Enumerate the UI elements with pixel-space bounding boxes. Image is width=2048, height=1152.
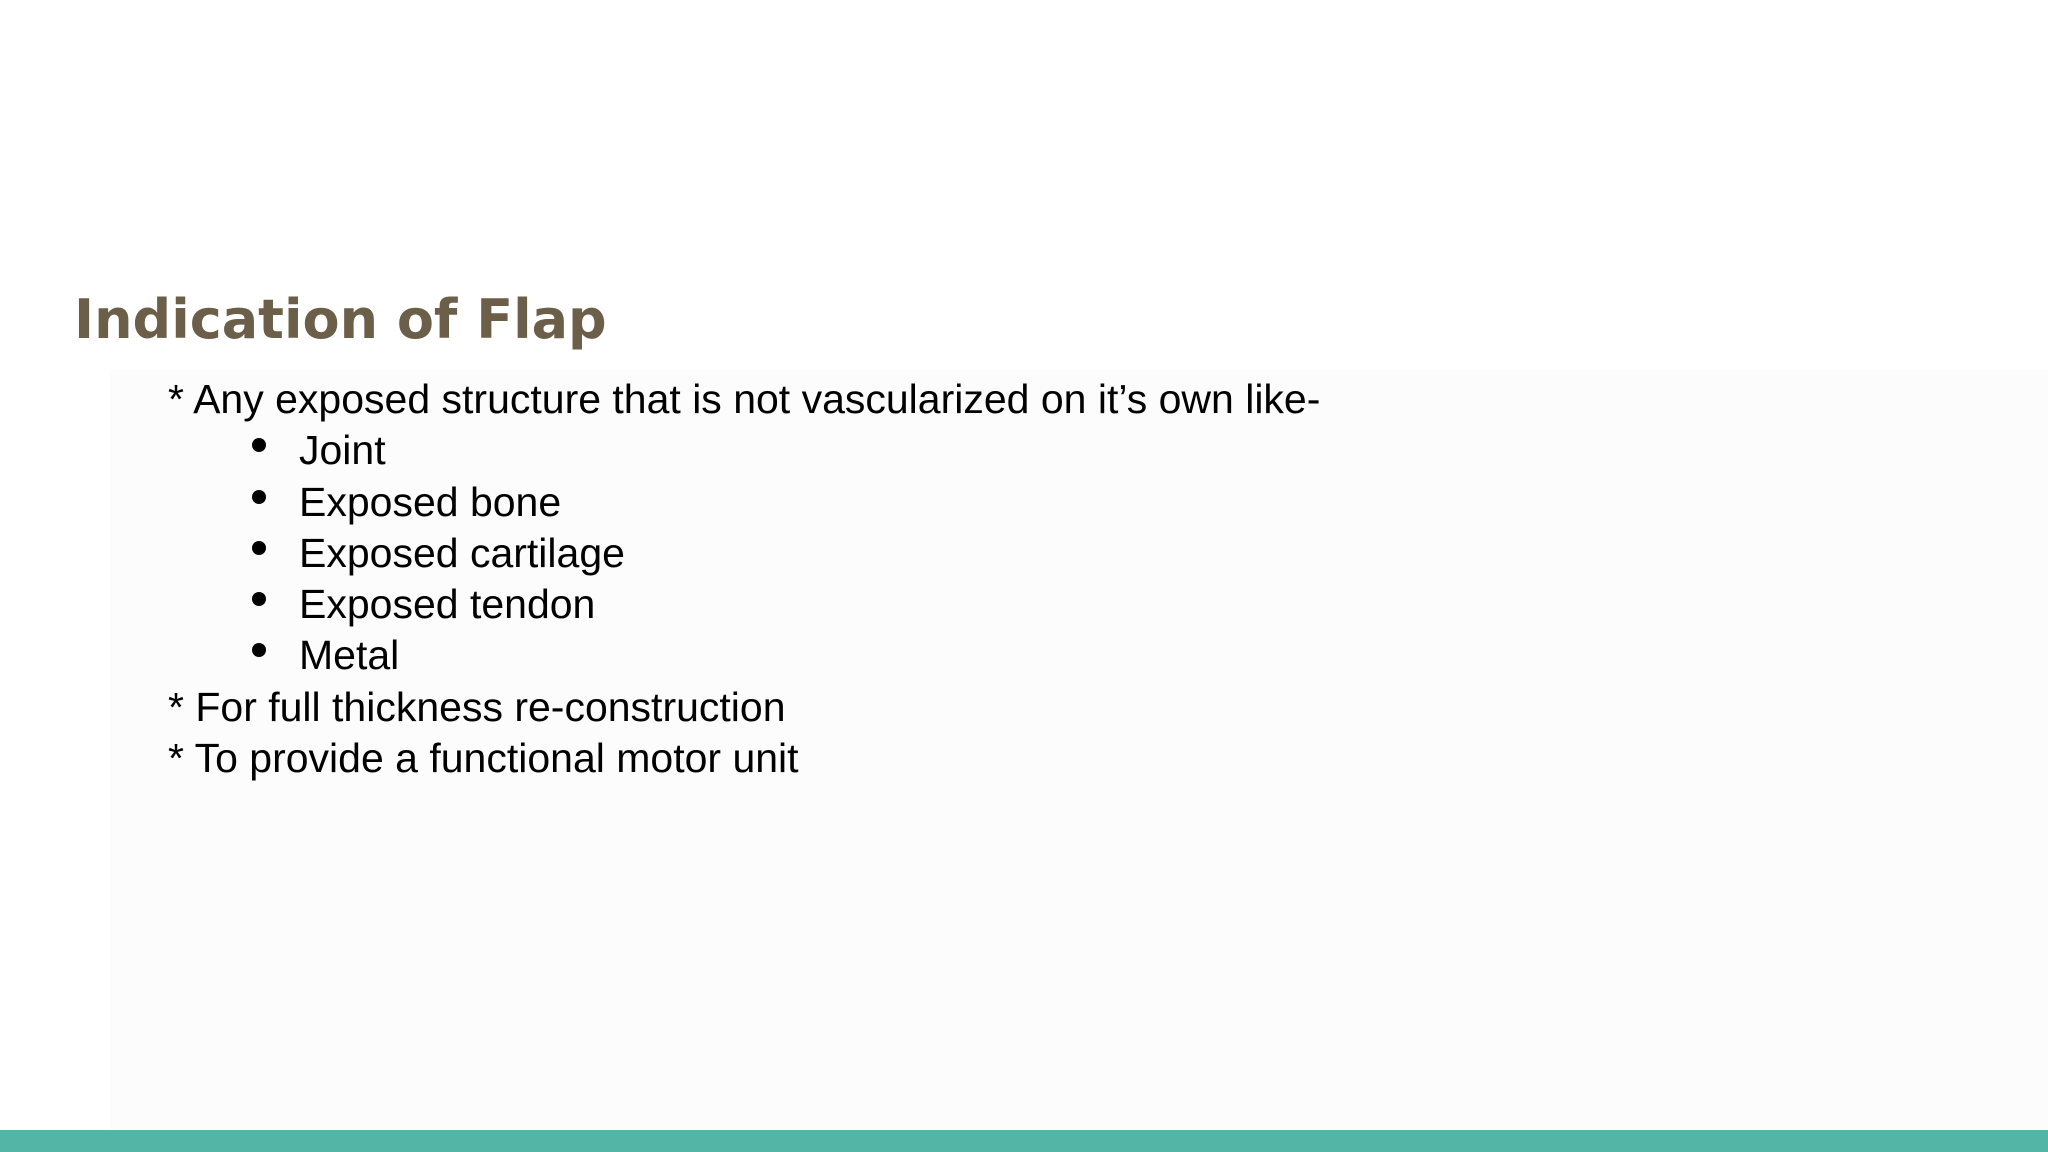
list-item-label: Exposed tendon <box>299 581 596 628</box>
indication-item-full-thickness <box>168 682 1320 733</box>
indication-item-exposed-structure <box>168 374 1320 682</box>
list-item-joint <box>168 425 1320 476</box>
list-item-exposed-tendon <box>168 579 1320 630</box>
exposed-structure-list <box>168 425 1320 681</box>
list-item-exposed-bone <box>168 477 1320 528</box>
bullet-dot-icon <box>252 643 266 657</box>
indication-item-motor-unit <box>168 733 1320 784</box>
list-item-metal <box>168 630 1320 681</box>
indication-text: * For full thickness re-construction <box>168 683 786 730</box>
list-item-label: Exposed bone <box>299 478 562 525</box>
list-item-label: Exposed cartilage <box>299 529 625 576</box>
indication-list <box>168 374 1320 784</box>
list-item-label: Metal <box>299 632 400 679</box>
bullet-dot-icon <box>252 438 266 452</box>
list-item-exposed-cartilage <box>168 528 1320 579</box>
bullet-dot-icon <box>252 592 266 606</box>
bullet-dot-icon <box>252 541 266 555</box>
slide-title: Indication of Flap <box>74 288 607 351</box>
indication-text: * To provide a functional motor unit <box>168 735 799 782</box>
footer-accent-bar <box>0 1130 2048 1152</box>
indication-text: * Any exposed structure that is not vascularized on it’s own like- <box>168 376 1321 422</box>
list-item-label: Joint <box>299 427 386 474</box>
bullet-dot-icon <box>252 490 266 504</box>
